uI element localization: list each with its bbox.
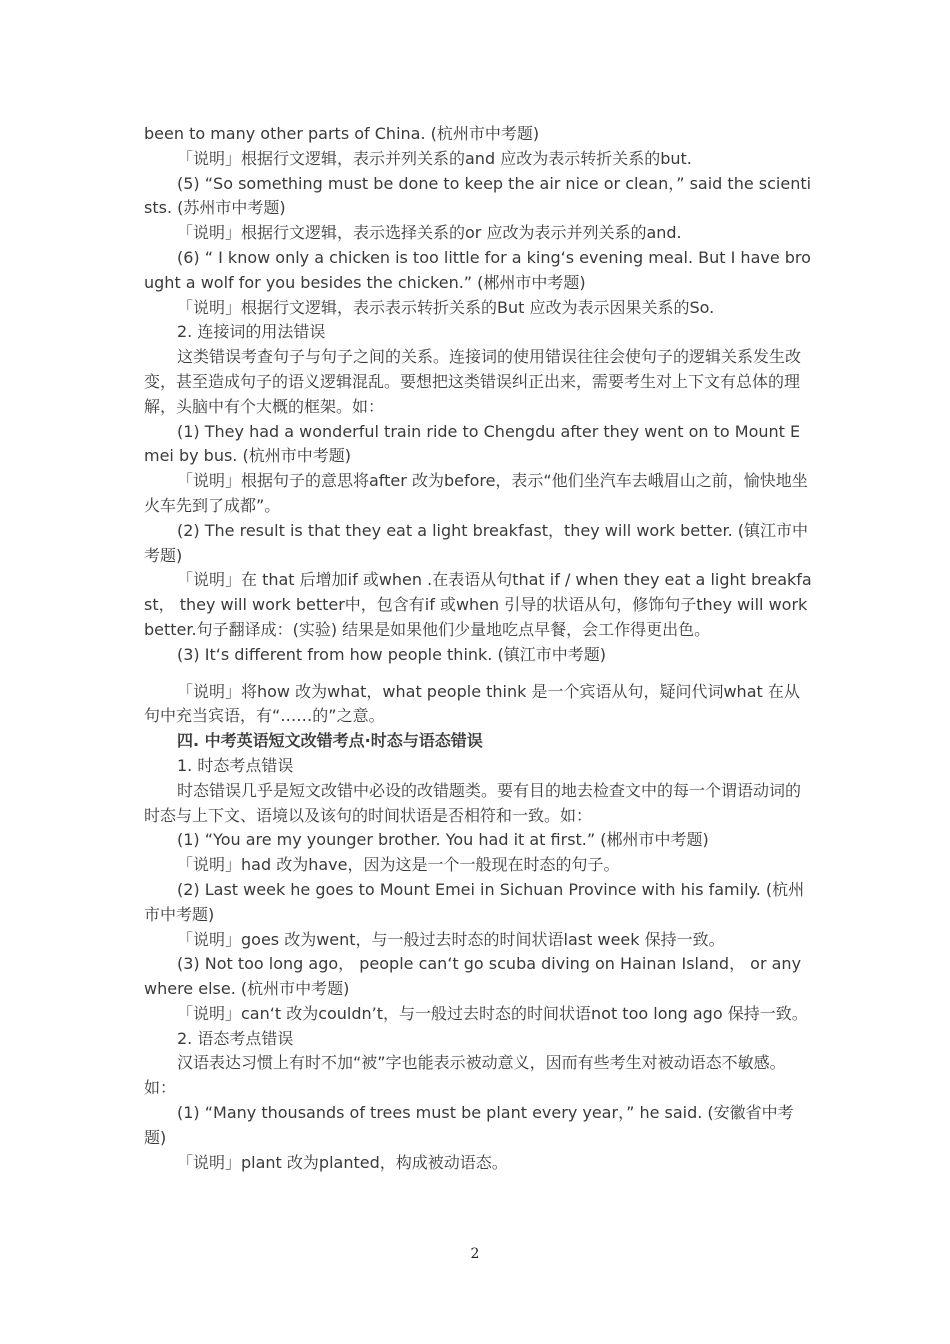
paragraph: been to many other parts of China. (杭州市中考题)	[144, 124, 540, 143]
paragraph: (1) “Many thousands of trees must be plant every year，” he said. (安徽省中考题)	[144, 1103, 794, 1147]
paragraph: 汉语表达习惯上有时不加“被”字也能表示被动意义，因而有些考生对被动语态不敏感。如：	[144, 1053, 786, 1098]
paragraph: (3) It‘s different from how people think. (镇江市中考题)	[177, 644, 606, 664]
chapter-heading: 四. 中考英语短文改错考点·时态与语态错误	[177, 731, 483, 751]
paragraph: 「说明」plant 改为planted，构成被动语态。	[177, 1152, 508, 1172]
paragraph-spacer	[144, 668, 814, 680]
document-body	[144, 122, 814, 1175]
paragraph: (3) Not too long ago， people can‘t go scuba diving on Hainan Island， or anywhere else. (杭州市中考题)	[144, 954, 802, 999]
paragraph: 「说明」将how 改为what，what people think 是一个宾语从句，疑问代词what 在从句中充当宾语，有“……的”之意。	[144, 681, 800, 726]
paragraph: (2) Last week he goes to Mount Emei in Sichuan Province with his family. (杭州市中考题)	[144, 879, 805, 924]
paragraph: 「说明」goes 改为went，与一般过去时态的时间状语last week 保持一致。	[177, 929, 725, 949]
paragraph: 「说明」在 that 后增加if 或when .在表语从句that if / when they eat a light breakfast， they will work better中，包含有if 或when 引导的状语从句，修饰句子they will work better.句子翻译成：(实验) 结果是如果他们少量地吃点早餐，会工作得更出色。	[144, 570, 812, 639]
paragraph: 「说明」can‘t 改为couldn’t，与一般过去时态的时间状语not too long ago 保持一致。	[177, 1003, 808, 1023]
section-heading: 2. 语态考点错误	[177, 1028, 294, 1048]
paragraph: 「说明」根据行文逻辑，表示选择关系的or 应改为表示并列关系的and.	[177, 223, 682, 243]
paragraph: 「说明」根据行文逻辑，表示表示转折关系的But 应改为表示因果关系的So.	[177, 297, 715, 317]
section-heading: 1. 时态考点错误	[177, 755, 294, 775]
paragraph: (5) “So something must be done to keep the air nice or clean，” said the scientists. (苏州市中考题)	[144, 173, 812, 218]
paragraph: 「说明」根据行文逻辑，表示并列关系的and 应改为表示转折关系的but.	[177, 148, 692, 168]
paragraph: (6) “ I know only a chicken is too little for a king‘s evening meal. But I have brought a wolf for you besides the chicken.” (郴州市中考题)	[144, 247, 811, 292]
paragraph: 这类错误考查句子与句子之间的关系。连接词的使用错误往往会使句子的逻辑关系发生改变，甚至造成句子的语义逻辑混乱。要想把这类错误纠正出来，需要考生对上下文有总体的理解，头脑中有个大概的框架。如：	[144, 347, 802, 416]
paragraph: (2) The result is that they eat a light breakfast，they will work better. (镇江市中考题)	[144, 520, 809, 565]
paragraph: (1) They had a wonderful train ride to Chengdu after they went on to Mount Emei by bus. (杭州市中考题)	[144, 421, 801, 466]
page-number: 2	[470, 1246, 480, 1262]
paragraph: 「说明」根据句子的意思将after 改为before，表示“他们坐汽车去峨眉山之前，愉快地坐火车先到了成都”。	[144, 471, 808, 515]
paragraph: (1) “You are my younger brother. You had it at first.” (郴州市中考题)	[177, 830, 709, 850]
paragraph: 「说明」had 改为have，因为这是一个一般现在时态的句子。	[177, 855, 620, 875]
section-heading: 2. 连接词的用法错误	[177, 322, 326, 342]
paragraph: 时态错误几乎是短文改错中必设的改错题类。要有目的地去检查文中的每一个谓语动词的时态与上下文、语境以及该句的时间状语是否相符和一致。如：	[144, 780, 802, 825]
